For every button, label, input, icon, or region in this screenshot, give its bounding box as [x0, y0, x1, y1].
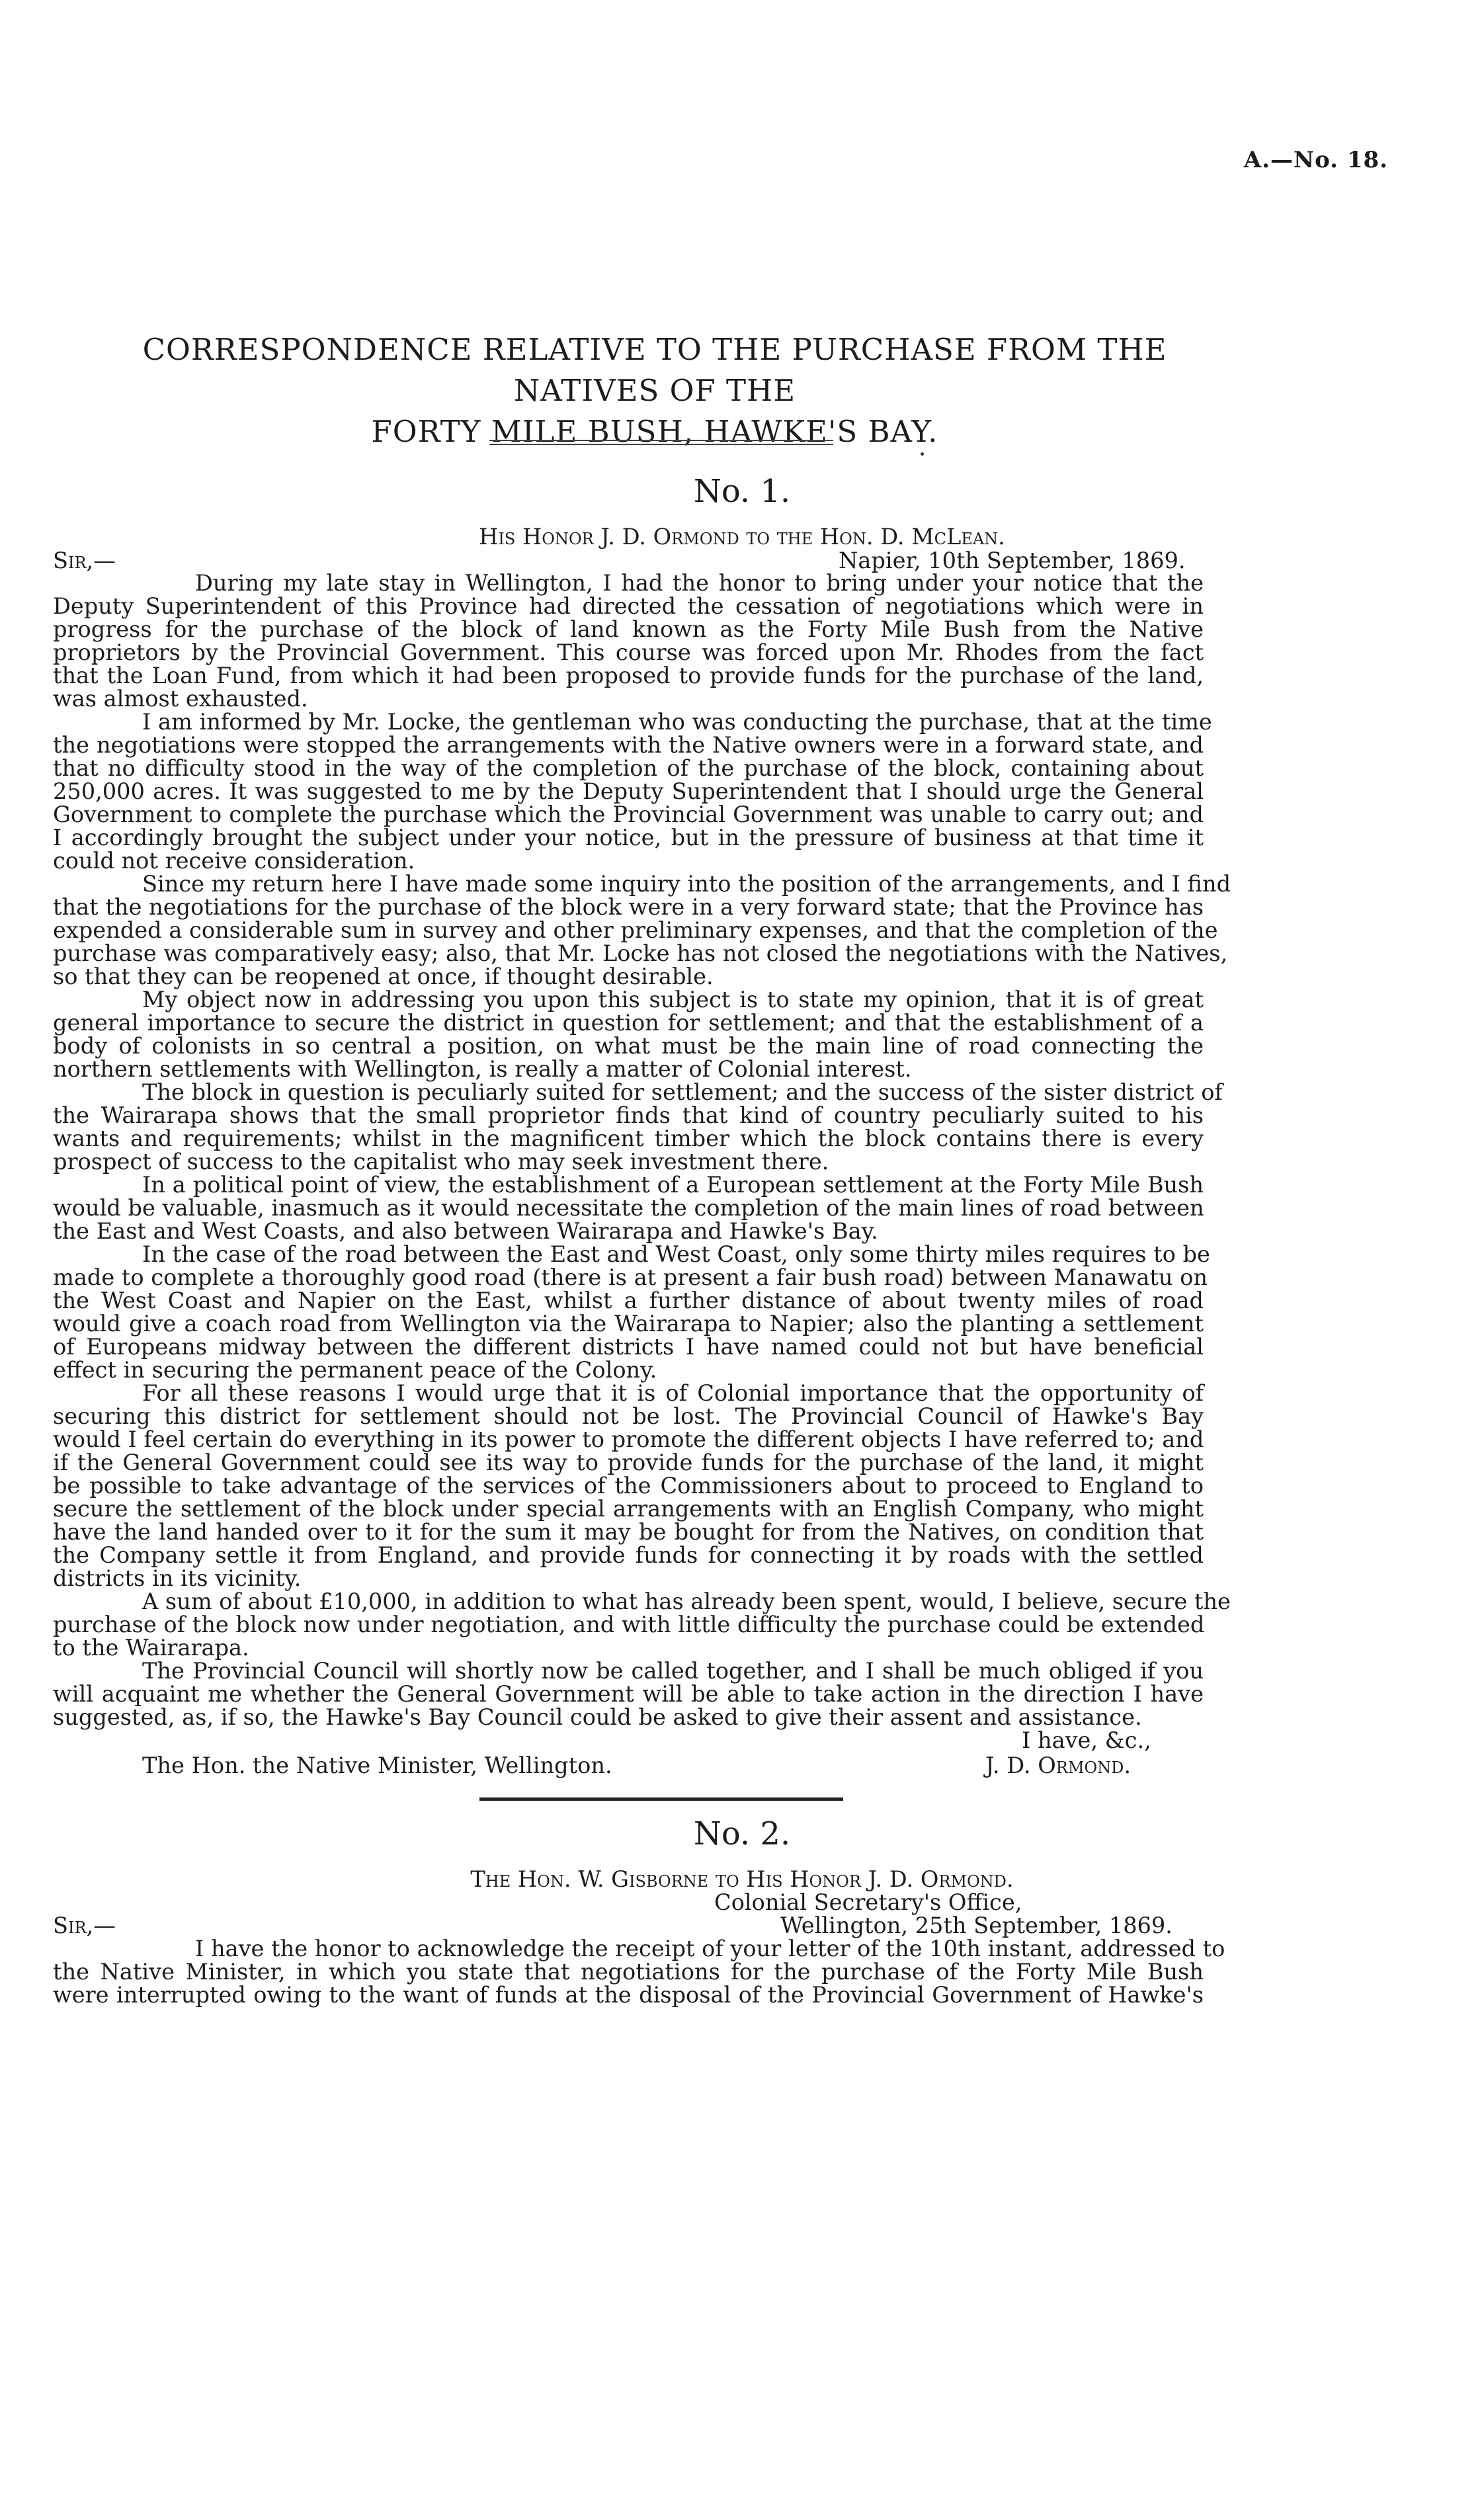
- body-line: that the Loan Fund, from which it had been proposed to provide funds for the purchase of the land,: [53, 663, 1204, 688]
- section-divider: [479, 1797, 843, 1801]
- body-line: purchase of the block now under negotiation, and with little difficulty the purchase could be extended: [53, 1612, 1205, 1637]
- body-line: proprietors by the Provincial Government. This course was forced upon Mr. Rhodes from the fact: [53, 639, 1204, 665]
- body-line: was almost exhausted.: [53, 686, 308, 712]
- letter-1-signature: J. D. Ormond.: [985, 1752, 1132, 1778]
- body-line: The Provincial Council will shortly now be called together, and I shall be much obliged if you: [142, 1658, 1204, 1684]
- body-line: the East and West Coasts, and also between Wairarapa and Hawke's Bay.: [53, 1218, 878, 1244]
- body-line: suggested, as, if so, the Hawke's Bay Council could be asked to give their assent and assistance.: [53, 1704, 1142, 1730]
- body-line: prospect of success to the capitalist who may seek investment there.: [53, 1149, 829, 1175]
- body-line: 250,000 acres. It was suggested to me by the Deputy Superintendent that I should urge the General: [53, 778, 1204, 804]
- body-line: In a political point of view, the establishment of a European settlement at the Forty Mile Bush: [142, 1172, 1204, 1198]
- body-line: Since my return here I have made some inquiry into the position of the arrangements, and I find: [142, 871, 1231, 897]
- document-reference: A.—No. 18.: [1243, 147, 1388, 173]
- letter-2-salutation: Sir,—: [53, 1913, 116, 1938]
- body-line: For all these reasons I would urge that it is of Colonial importance that the opportunity of: [142, 1380, 1204, 1406]
- body-line: could not receive consideration.: [53, 848, 415, 874]
- ink-dot: [921, 452, 924, 456]
- document-title: [86, 329, 1223, 452]
- body-line: the Wairarapa shows that the small proprietor finds that kind of country peculiarly suited to his: [53, 1102, 1204, 1128]
- letter-1-closing: I have, &c.,: [1022, 1727, 1151, 1753]
- letter-2-from-to: The Hon. W. Gisborne to His Honor J. D. Ormond.: [470, 1866, 1014, 1892]
- title-line-2: FORTY MILE BUSH, HAWKE'S BAY.: [371, 414, 938, 449]
- body-line: securing this district for settlement should not be lost. The Provincial Council of Hawke's Bay: [53, 1403, 1204, 1429]
- body-line: to the Wairarapa.: [53, 1635, 249, 1661]
- body-line: I am informed by Mr. Locke, the gentleman who was conducting the purchase, that at the time: [142, 709, 1212, 735]
- title-line-1: CORRESPONDENCE RELATIVE TO THE PURCHASE FROM THE NATIVES OF THE: [142, 332, 1167, 408]
- body-line: that the negotiations for the purchase of the block were in a very forward state; that the Province has: [53, 894, 1204, 920]
- body-line: expended a considerable sum in survey and other preliminary expenses, and that the completion of the: [53, 917, 1218, 943]
- body-line: general importance to secure the district in question for settlement; and that the establishment of a: [53, 1010, 1204, 1036]
- body-line: be possible to take advantage of the services of the Commissioners about to proceed to England to: [53, 1473, 1204, 1499]
- body-line: so that they can be reopened at once, if thought desirable.: [53, 964, 714, 989]
- body-line: A sum of about £10,000, in addition to what has already been spent, would, I believe, secure the: [142, 1588, 1231, 1614]
- letter-2-number: No. 2.: [693, 1815, 791, 1852]
- body-line: Deputy Superintendent of this Province had directed the cessation of negotiations which were in: [53, 593, 1204, 619]
- body-line: northern settlements with Wellington, is really a matter of Colonial interest.: [53, 1056, 912, 1082]
- body-line: the Native Minister, in which you state that negotiations for the purchase of the Forty Mile Bush: [53, 1959, 1204, 1985]
- letter-1-number: No. 1.: [693, 473, 791, 510]
- body-line: body of colonists in so central a position, on what must be the main line of road connecting the: [53, 1033, 1204, 1059]
- body-line: will acquaint me whether the General Government will be able to take action in the direction I have: [53, 1681, 1204, 1707]
- body-line: were interrupted owing to the want of funds at the disposal of the Provincial Government of Hawke's: [53, 1982, 1204, 2008]
- body-line: of Europeans midway between the different districts I have named could not but have beneficial: [53, 1334, 1204, 1360]
- body-line: I have the honor to acknowledge the receipt of your letter of the 10th instant, addressed to: [195, 1936, 1225, 1961]
- body-line: Government to complete the purchase which the Provincial Government was unable to carry out; and: [53, 802, 1204, 827]
- body-line: The block in question is peculiarly suited for settlement; and the success of the sister district of: [142, 1079, 1223, 1105]
- body-line: would I feel certain do everything in its power to promote the different objects I have referred to; and: [53, 1426, 1204, 1452]
- body-line: During my late stay in Wellington, I had the honor to bring under your notice that the: [195, 570, 1204, 596]
- body-line: districts in its vicinity.: [53, 1565, 302, 1591]
- body-line: purchase was comparatively easy; also, that Mr. Locke has not closed the negotiations with the Natives,: [53, 940, 1228, 966]
- letter-1-from-to: His Honor J. D. Ormond to the Hon. D. McLean.: [479, 524, 1005, 550]
- letter-1-place-date: Napier, 10th September, 1869.: [839, 548, 1186, 573]
- body-line: made to complete a thoroughly good road (there is at present a fair bush road) between Manawatu on: [53, 1264, 1208, 1290]
- title-divider: [489, 440, 833, 445]
- body-line: that no difficulty stood in the way of the completion of the purchase of the block, containing about: [53, 755, 1204, 781]
- body-line: wants and requirements; whilst in the magnificent timber which the block contains there is every: [53, 1126, 1204, 1151]
- body-line: progress for the purchase of the block of land known as the Forty Mile Bush from the Native: [53, 616, 1204, 642]
- body-line: the Company settle it from England, and provide funds for connecting it by roads with the settled: [53, 1542, 1204, 1568]
- body-line: if the General Government could see its way to provide funds for the purchase of the land, it might: [53, 1450, 1204, 1475]
- letter-2-place-date: Wellington, 25th September, 1869.: [780, 1913, 1173, 1938]
- letter-2-office: Colonial Secretary's Office,: [714, 1889, 1022, 1915]
- letter-1-salutation: Sir,—: [53, 548, 116, 573]
- body-line: would be valuable, inasmuch as it would necessitate the completion of the main lines of road between: [53, 1195, 1204, 1221]
- body-line: My object now in addressing you upon this subject is to state my opinion, that it is of great: [142, 987, 1204, 1012]
- body-line: In the case of the road between the East and West Coast, only some thirty miles requires to be: [142, 1241, 1210, 1267]
- body-line: would give a coach road from Wellington via the Wairarapa to Napier; also the planting a settlement: [53, 1311, 1204, 1337]
- body-line: I accordingly brought the subject under your notice, but in the pressure of business at that time it: [53, 825, 1204, 850]
- body-line: have the land handed over to it for the sum it may be bought for from the Natives, on condition that: [53, 1519, 1204, 1545]
- body-line: the negotiations were stopped the arrangements with the Native owners were in a forward state, and: [53, 732, 1204, 758]
- body-line: the West Coast and Napier on the East, whilst a further distance of about twenty miles of road: [53, 1288, 1204, 1313]
- letter-1-addressee: The Hon. the Native Minister, Wellington.: [142, 1752, 612, 1778]
- body-line: secure the settlement of the block under special arrangements with an English Company, who might: [53, 1496, 1204, 1522]
- body-line: effect in securing the permanent peace of the Colony.: [53, 1357, 657, 1383]
